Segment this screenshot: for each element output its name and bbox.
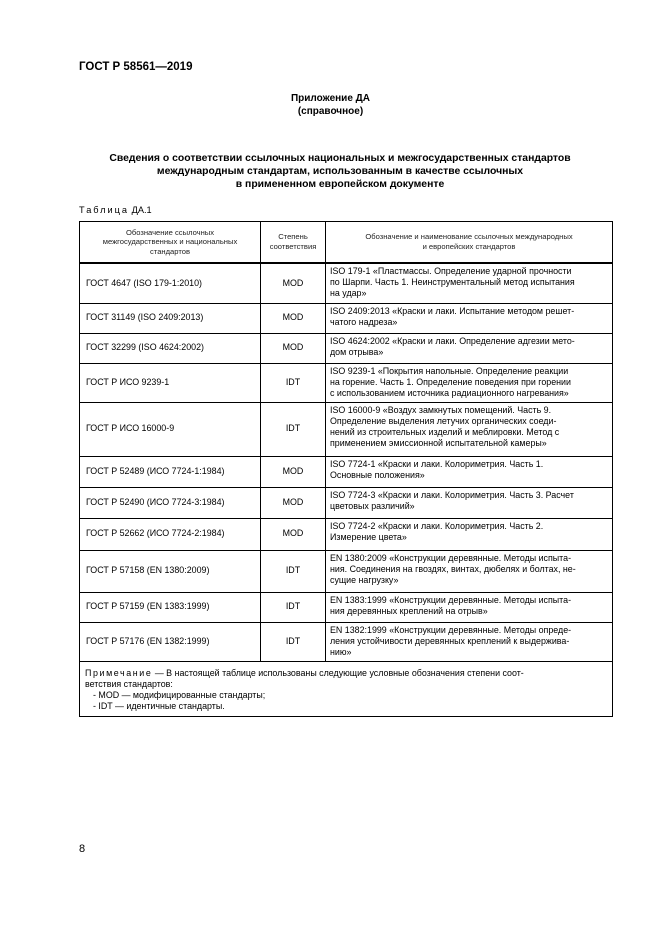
correspondence-table bbox=[79, 221, 613, 717]
standard-cell: ГОСТ 32299 (ISO 4624:2002) bbox=[80, 333, 261, 363]
reference-cell bbox=[326, 402, 613, 456]
reference-line: ления устойчивости деревянных креплений к выдержива- bbox=[330, 635, 570, 646]
table-caption-id: ДА.1 bbox=[131, 205, 152, 215]
heading-line: международным стандартам, использованным в качестве ссылочных bbox=[156, 166, 524, 177]
reference-line: на удар» bbox=[330, 288, 367, 299]
reference-line: ISO 9239-1 «Покрытия напольные. Определение реакции bbox=[330, 365, 569, 376]
section-heading bbox=[70, 152, 610, 191]
reference-cell bbox=[326, 592, 613, 622]
standard-cell: ГОСТ Р 52662 (ИСО 7724-2:1984) bbox=[80, 518, 261, 550]
table-caption-word: Таблица bbox=[79, 205, 130, 215]
degree-cell: MOD bbox=[261, 518, 326, 550]
note-item: - IDT — идентичные стандарты. bbox=[93, 701, 225, 712]
degree-cell: IDT bbox=[261, 363, 326, 402]
table-row bbox=[80, 518, 613, 550]
reference-line: ISO 7724-2 «Краски и лаки. Колориметрия. Часть 2. bbox=[330, 520, 544, 531]
note-label: Примечание bbox=[85, 667, 153, 678]
reference-cell bbox=[326, 263, 613, 303]
table-note bbox=[80, 661, 613, 717]
reference-line: дом отрыва» bbox=[330, 346, 384, 357]
reference-line: ния. Соединения на гвоздях, винтах, дюбелях и болтах, не- bbox=[330, 563, 576, 574]
standard-cell: ГОСТ Р 57159 (EN 1383:1999) bbox=[80, 592, 261, 622]
note-line bbox=[85, 668, 607, 679]
reference-cell bbox=[326, 518, 613, 550]
reference-line: нию» bbox=[330, 646, 352, 657]
reference-line: применением эмиссионной испытательной камеры» bbox=[330, 438, 547, 449]
header-line: межгосударственных и национальных bbox=[102, 237, 238, 247]
table-row bbox=[80, 456, 613, 487]
note-item: - MOD — модифицированные стандарты; bbox=[93, 689, 266, 700]
table-note-row bbox=[80, 661, 613, 717]
degree-cell: IDT bbox=[261, 622, 326, 661]
annex-subtitle: (справочное) bbox=[297, 106, 364, 117]
reference-line: EN 1382:1999 «Конструкции деревянные. Методы опреде- bbox=[330, 624, 572, 635]
degree-cell: IDT bbox=[261, 402, 326, 456]
header-line: стандартов bbox=[150, 246, 190, 256]
standard-cell: ГОСТ 31149 (ISO 2409:2013) bbox=[80, 303, 261, 333]
degree-cell: MOD bbox=[261, 333, 326, 363]
reference-line: ISO 2409:2013 «Краски и лаки. Испытание методом решет- bbox=[330, 305, 575, 316]
heading-line: Сведения о соответствии ссылочных национальных и межгосударственных стандартов bbox=[109, 153, 571, 164]
header-line: Обозначение и наименование ссылочных международных bbox=[365, 232, 573, 242]
table-row bbox=[80, 363, 613, 402]
reference-line: EN 1380:2009 «Конструкции деревянные. Методы испыта- bbox=[330, 552, 572, 563]
table-row bbox=[80, 550, 613, 592]
table-row bbox=[80, 263, 613, 303]
header-line: Обозначение ссылочных bbox=[125, 227, 215, 237]
standard-cell: ГОСТ Р ИСО 9239-1 bbox=[80, 363, 261, 402]
table-row bbox=[80, 592, 613, 622]
annex-title-block bbox=[0, 92, 661, 118]
degree-cell: IDT bbox=[261, 550, 326, 592]
page-number: 8 bbox=[79, 843, 86, 855]
heading-line: в примененном европейском документе bbox=[235, 179, 445, 190]
reference-line: ния деревянных креплений на отрыв» bbox=[330, 605, 488, 616]
standard-cell: ГОСТ Р 57158 (EN 1380:2009) bbox=[80, 550, 261, 592]
reference-cell bbox=[326, 487, 613, 518]
document-code: ГОСТ Р 58561—2019 bbox=[79, 61, 193, 73]
standard-cell: ГОСТ Р 52490 (ИСО 7724-3:1984) bbox=[80, 487, 261, 518]
degree-cell: MOD bbox=[261, 303, 326, 333]
reference-line: ISO 7724-3 «Краски и лаки. Колориметрия. Часть 3. Расчет bbox=[330, 489, 574, 500]
reference-cell bbox=[326, 456, 613, 487]
table-row bbox=[80, 402, 613, 456]
reference-line: Измерение цвета» bbox=[330, 531, 407, 542]
annex-title: Приложение ДА bbox=[290, 93, 371, 104]
table-row bbox=[80, 303, 613, 333]
header-line: соответствия bbox=[269, 242, 317, 251]
header-reference bbox=[326, 222, 613, 264]
reference-line: по Шарпи. Часть 1. Неинструментальный метод испытания bbox=[330, 277, 575, 288]
standard-cell: ГОСТ 4647 (ISO 179-1:2010) bbox=[80, 263, 261, 303]
reference-line: ISO 179-1 «Пластмассы. Определение ударной прочности bbox=[330, 266, 572, 276]
reference-line: Основные положения» bbox=[330, 469, 425, 480]
table-row bbox=[80, 622, 613, 661]
table-caption bbox=[79, 205, 152, 215]
degree-cell: MOD bbox=[261, 487, 326, 518]
reference-line: ISO 4624:2002 «Краски и лаки. Определение адгезии мето- bbox=[330, 335, 575, 346]
table-row bbox=[80, 333, 613, 363]
reference-line: цветовых различий» bbox=[330, 500, 415, 511]
header-line: и европейских стандартов bbox=[422, 242, 516, 251]
degree-cell: MOD bbox=[261, 263, 326, 303]
degree-cell: IDT bbox=[261, 592, 326, 622]
reference-cell bbox=[326, 303, 613, 333]
reference-cell bbox=[326, 622, 613, 661]
reference-line: Определение выделения летучих органических соеди- bbox=[330, 415, 557, 426]
header-standard bbox=[80, 222, 261, 264]
standard-cell: ГОСТ Р 57176 (EN 1382:1999) bbox=[80, 622, 261, 661]
table-header-row bbox=[80, 222, 613, 264]
reference-cell bbox=[326, 550, 613, 592]
header-line: Степень bbox=[278, 232, 308, 242]
reference-cell bbox=[326, 333, 613, 363]
reference-line: сущие нагрузку» bbox=[330, 574, 399, 585]
header-degree bbox=[261, 222, 326, 264]
degree-cell: MOD bbox=[261, 456, 326, 487]
reference-line: чатого надреза» bbox=[330, 316, 398, 327]
table-row bbox=[80, 487, 613, 518]
reference-line: EN 1383:1999 «Конструкции деревянные. Методы испыта- bbox=[330, 594, 572, 605]
reference-line: на горение. Часть 1. Определение поведения при горении bbox=[330, 376, 571, 387]
standard-cell: ГОСТ Р ИСО 16000-9 bbox=[80, 402, 261, 456]
reference-cell bbox=[326, 363, 613, 402]
standard-cell: ГОСТ Р 52489 (ИСО 7724-1:1984) bbox=[80, 456, 261, 487]
reference-line: с использованием источника радиационного нагревания» bbox=[330, 387, 569, 398]
note-line: ветствия стандартов: bbox=[85, 678, 173, 689]
note-text: — В настоящей таблице использованы следующие условные обозначения степени соот- bbox=[152, 667, 524, 678]
reference-line: нений из строительных изделий и меблировки. Метод с bbox=[330, 426, 560, 437]
reference-line: ISO 16000-9 «Воздух замкнутых помещений. Часть 9. bbox=[330, 404, 552, 415]
reference-line: ISO 7724-1 «Краски и лаки. Колориметрия. Часть 1. bbox=[330, 458, 544, 469]
